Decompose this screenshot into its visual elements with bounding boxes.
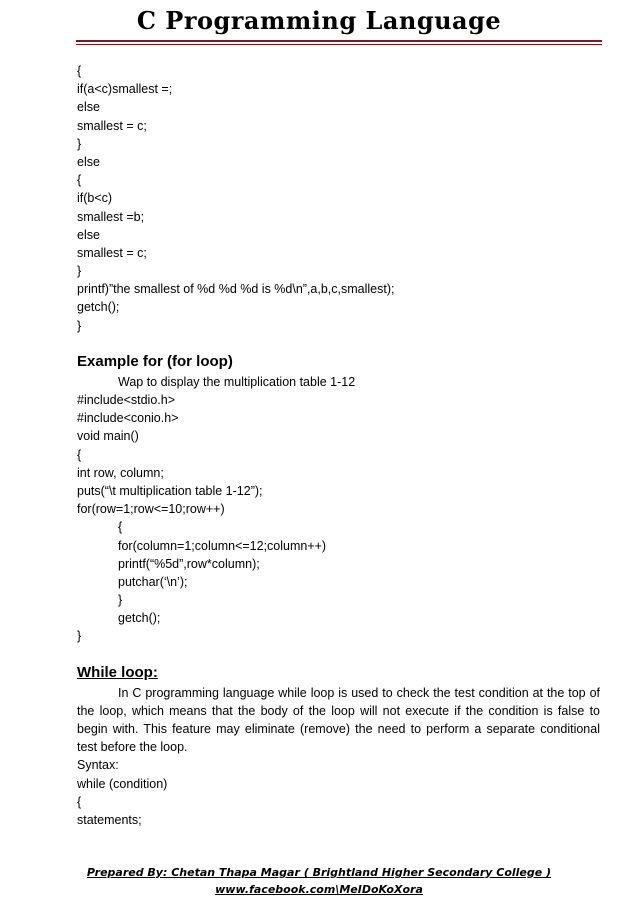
description-line: Wap to display the multiplication table 1-12 bbox=[118, 374, 356, 389]
code-line: else bbox=[77, 100, 100, 115]
spacer bbox=[77, 335, 600, 351]
page-content bbox=[77, 62, 600, 829]
header-divider bbox=[76, 40, 602, 42]
code-line: if(a<c)smallest =; bbox=[77, 82, 173, 97]
code-line: { bbox=[77, 64, 82, 78]
while-loop-paragraph: In C programming language while loop is used to check the test condition at the top of the loop, which means that the body of the loop will not execute if the condition is false to begin with. This feature may eliminate (remove) the need to perform a separate conditional test before the loop. bbox=[77, 685, 600, 755]
code-line: } bbox=[77, 629, 82, 644]
code-line: if(b<c) bbox=[77, 191, 113, 206]
code-line: else bbox=[77, 154, 100, 169]
code-line: printf)”the smallest of %d %d %d is %d\n”,a,b,c,smallest); bbox=[77, 282, 395, 297]
section-heading: Example for (for loop) bbox=[77, 352, 233, 370]
code-line: for(column=1;column<=12;column++) bbox=[118, 538, 327, 553]
code-line: void main() bbox=[77, 429, 139, 444]
page-title: C Programming Language bbox=[136, 6, 502, 35]
while-loop-section bbox=[77, 662, 600, 830]
code-line: while (condition) bbox=[77, 776, 168, 791]
footer-url: www.facebook.com\MeIDoKoXora bbox=[215, 883, 423, 896]
code-line: } bbox=[77, 136, 82, 151]
code-line: getch(); bbox=[77, 300, 120, 315]
code-line: else bbox=[77, 227, 100, 242]
spacer bbox=[77, 646, 600, 662]
footer-credit: Prepared By: Chetan Thapa Magar ( Brightland Higher Secondary College ) bbox=[86, 866, 552, 879]
code-line: } bbox=[118, 593, 123, 608]
code-line: { bbox=[77, 173, 82, 188]
code-line: } bbox=[77, 318, 82, 333]
for-loop-section bbox=[77, 351, 600, 646]
code-line: smallest =b; bbox=[77, 209, 145, 224]
code-line: } bbox=[77, 264, 82, 279]
code-line: getch(); bbox=[118, 611, 161, 626]
code-line: { bbox=[118, 520, 123, 535]
code-block-top bbox=[77, 62, 600, 335]
code-line: putchar(‘\n’); bbox=[118, 574, 188, 589]
code-line: puts(“\t multiplication table 1-12”); bbox=[77, 483, 263, 498]
code-line: smallest = c; bbox=[77, 118, 147, 133]
code-line: printf(“%5d”,row*column); bbox=[118, 556, 260, 571]
header-divider-thin bbox=[76, 44, 602, 45]
code-line: #include<stdio.h> bbox=[77, 393, 175, 407]
section-heading: While loop: bbox=[77, 663, 158, 681]
code-line: #include<conio.h> bbox=[77, 411, 179, 426]
code-line: statements; bbox=[77, 813, 142, 827]
syntax-label: Syntax: bbox=[77, 758, 119, 773]
code-line: int row, column; bbox=[77, 465, 164, 480]
code-line: { bbox=[77, 447, 82, 462]
code-line: smallest = c; bbox=[77, 245, 147, 260]
code-line: for(row=1;row<=10;row++) bbox=[77, 502, 225, 517]
code-line: { bbox=[77, 794, 82, 809]
